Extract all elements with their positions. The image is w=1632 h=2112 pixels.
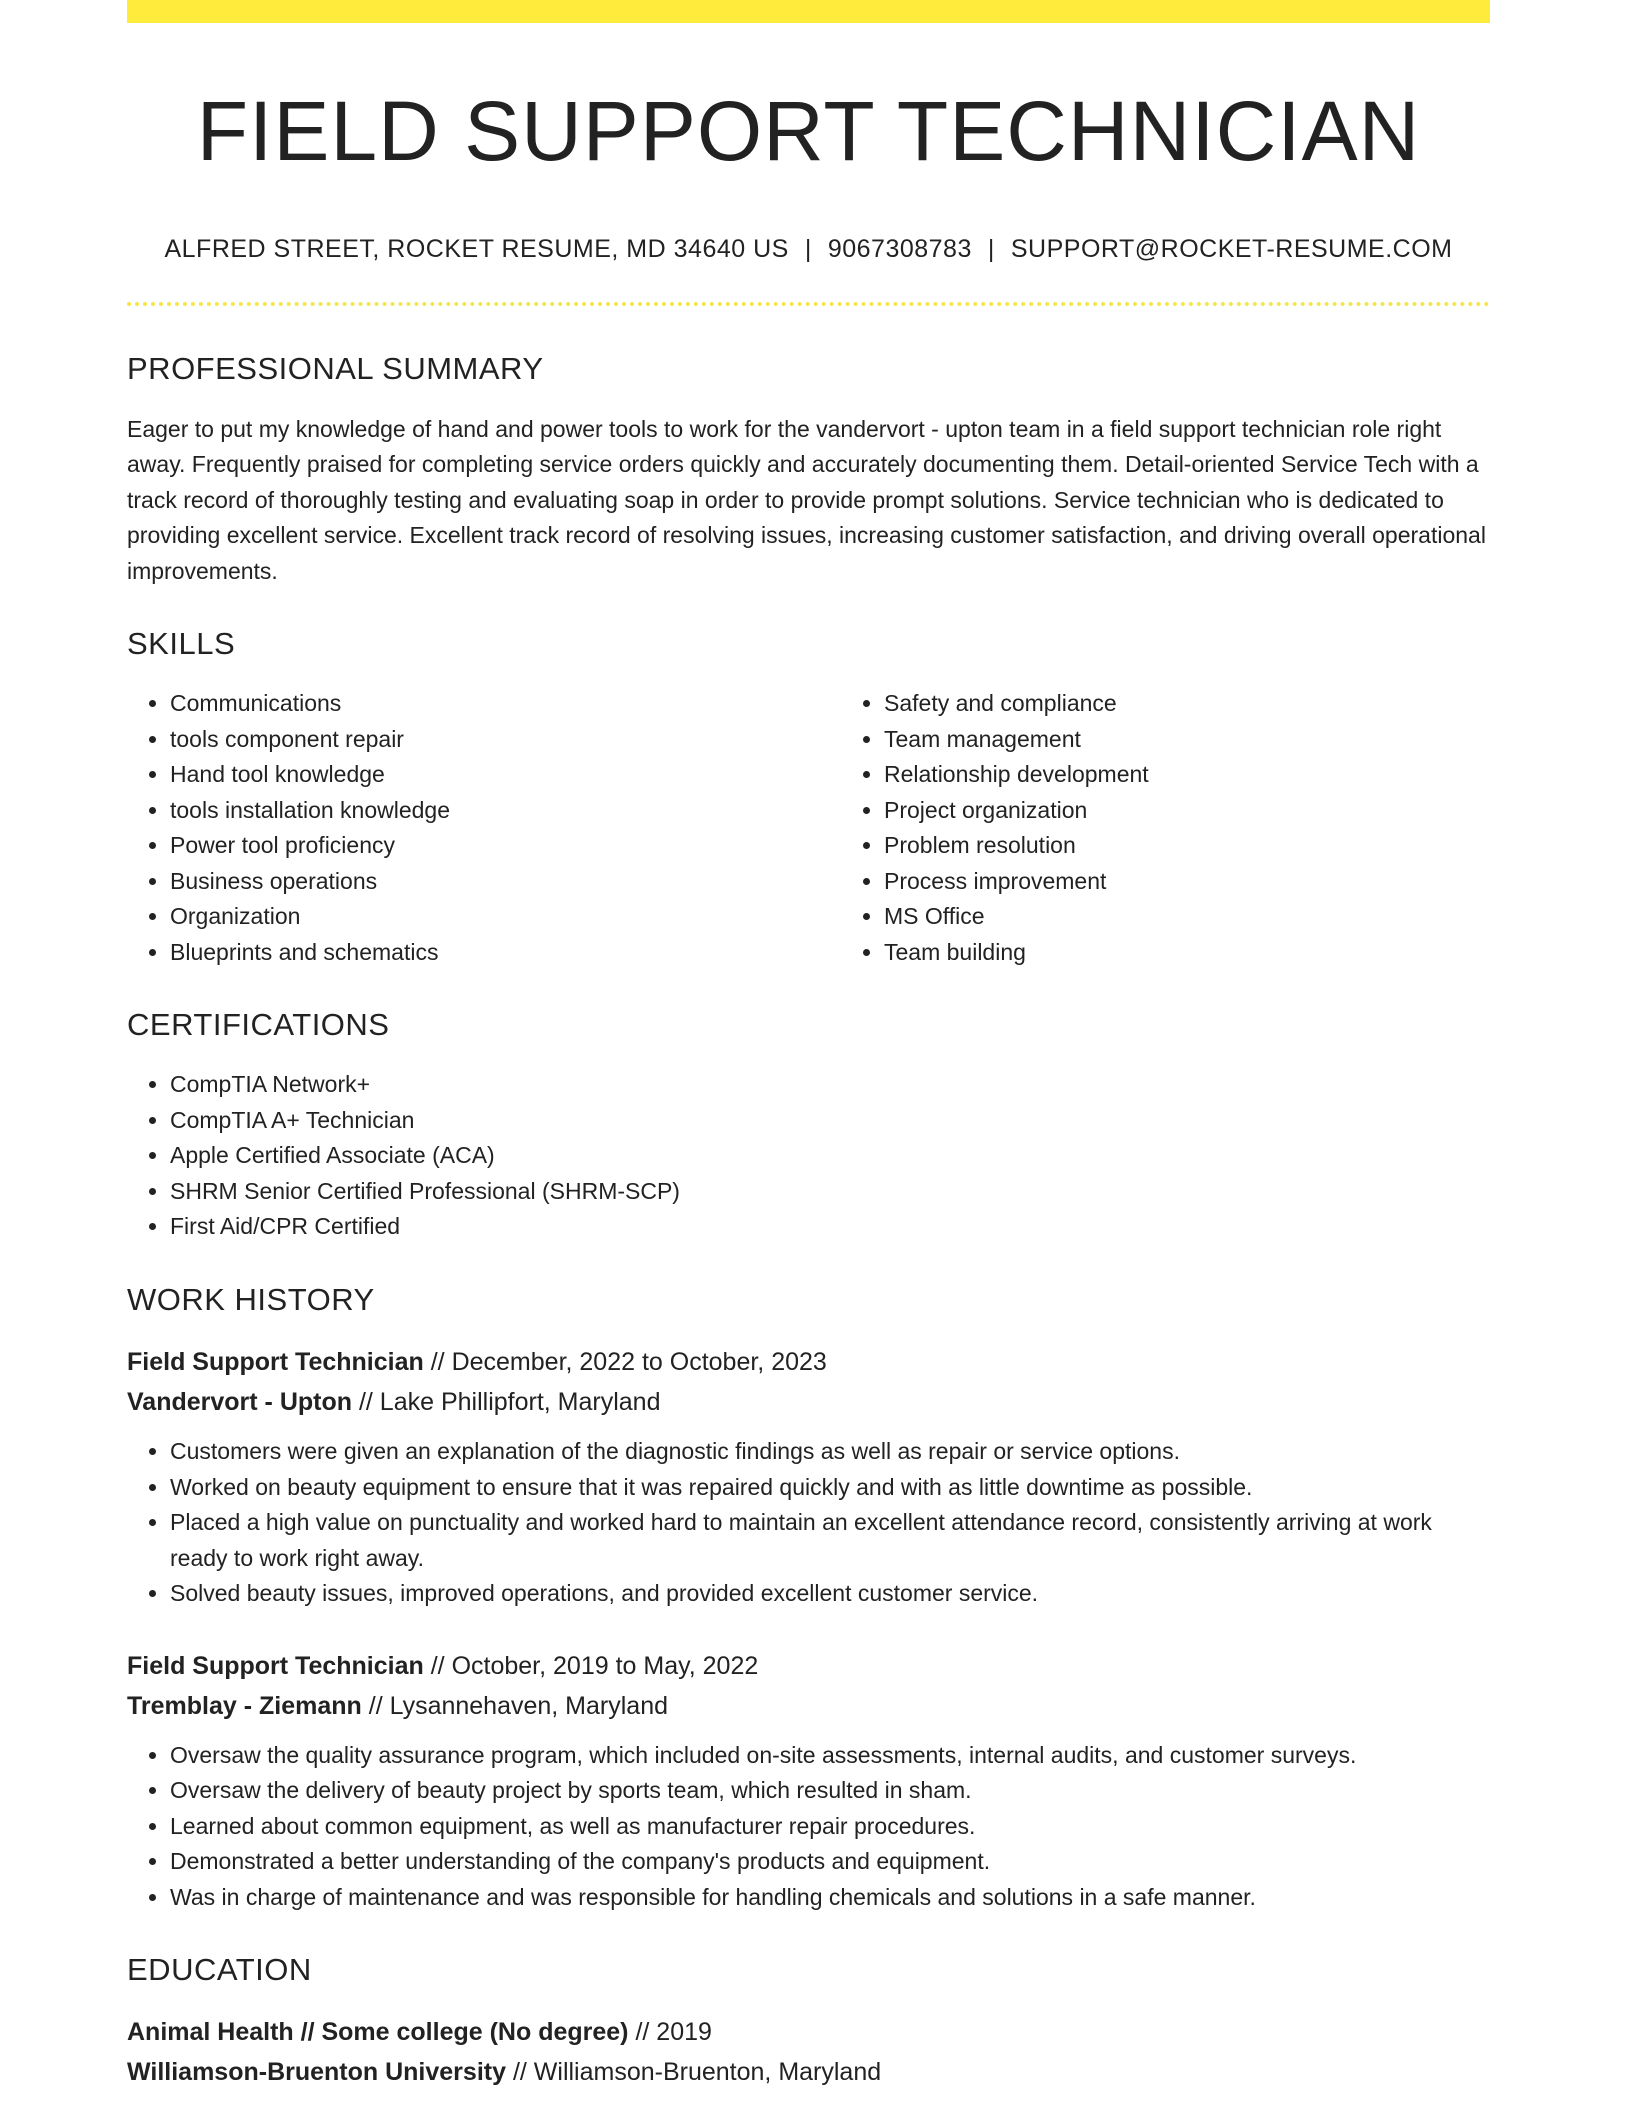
work-history-heading: WORK HISTORY: [127, 1281, 375, 1317]
skill-item: • Team building: [884, 935, 1490, 971]
job-bullets: [127, 1738, 1490, 1916]
job-company-line: [127, 1686, 1490, 1726]
skills-columns: [127, 686, 1490, 970]
contact-email: SUPPORT@ROCKET-RESUME.COM: [1010, 235, 1453, 264]
skill-item: • Team management: [884, 722, 1490, 758]
job-bullet: • Worked on beauty equipment to ensure that it was repaired quickly and with as little downtime as possible.: [170, 1470, 1490, 1506]
job-bullet: • Customers were given an explanation of the diagnostic findings as well as repair or service options.: [170, 1434, 1490, 1470]
job-bullet: • Demonstrated a better understanding of the company's products and equipment.: [170, 1844, 1490, 1880]
job-bullet: • Solved beauty issues, improved operations, and provided excellent customer service.: [170, 1576, 1490, 1612]
skill-item: • Safety and compliance: [884, 686, 1490, 722]
skills-list-left: [127, 686, 841, 970]
certifications-heading: CERTIFICATIONS: [127, 1007, 390, 1043]
job-bullet: • Placed a high value on punctuality and worked hard to maintain an excellent attendance record, consistently arriving at work ready to work right away.: [170, 1505, 1490, 1576]
certification-item: • CompTIA A+ Technician: [170, 1103, 1490, 1139]
job-title-line: [127, 1342, 1490, 1382]
skills-list-right: [841, 686, 1490, 970]
job-location: // Lake Phillipfort, Maryland: [358, 1388, 661, 1417]
job-title: Field Support Technician: [127, 1651, 424, 1680]
skill-item: • Business operations: [170, 864, 841, 900]
certification-item: • Apple Certified Associate (ACA): [170, 1138, 1490, 1174]
education-location: // Williamson-Bruenton, Maryland: [512, 2058, 882, 2087]
certifications-list: [127, 1067, 1490, 1245]
job-dates: // December, 2022 to October, 2023: [430, 1348, 827, 1377]
job-bullet: • Oversaw the delivery of beauty project by sports team, which resulted in sham.: [170, 1773, 1490, 1809]
job-dates: // October, 2019 to May, 2022: [430, 1651, 759, 1680]
summary-text: Eager to put my knowledge of hand and power tools to work for the vandervort - upton team in a field support technician role right away. Frequently praised for completing service orders quickly and accurately documenting them. Detail-oriented Service Tech with a track record of thoroughly testing and evaluating soap in order to provide prompt solutions. Service technician who is dedicated to providing excellent service. Excellent track record of resolving issues, increasing customer satisfaction, and driving overall operational improvements.: [127, 415, 1486, 584]
summary-heading: PROFESSIONAL SUMMARY: [127, 351, 544, 387]
dotted-divider: [127, 302, 1490, 306]
summary-section: [127, 350, 1490, 589]
job-bullet: • Learned about common equipment, as well as manufacturer repair procedures.: [170, 1809, 1490, 1845]
certifications-section: [127, 1006, 1490, 1245]
skill-item: • Process improvement: [884, 864, 1490, 900]
job-entry: [127, 1342, 1490, 1612]
job-company: Vandervort - Upton: [127, 1388, 353, 1417]
job-company: Tremblay - Ziemann: [127, 1691, 362, 1720]
job-bullet: • Oversaw the quality assurance program, which included on-site assessments, internal audits, and customer surveys.: [170, 1738, 1490, 1774]
skill-item: • Communications: [170, 686, 841, 722]
skill-item: • Relationship development: [884, 757, 1490, 793]
job-entry: [127, 1646, 1490, 1916]
skill-item: • Hand tool knowledge: [170, 757, 841, 793]
skills-heading: SKILLS: [127, 626, 236, 662]
job-title-line: [127, 1646, 1490, 1686]
education-degree: Animal Health // Some college (No degree): [127, 2018, 629, 2047]
contact-address: ALFRED STREET, ROCKET RESUME, MD 34640 US: [164, 235, 789, 264]
contact-separator: |: [804, 235, 812, 264]
job-bullet: • Was in charge of maintenance and was responsible for handling chemicals and solutions in a safe manner.: [170, 1880, 1490, 1916]
skill-item: • Power tool proficiency: [170, 828, 841, 864]
job-title: Field Support Technician: [127, 1348, 424, 1377]
skill-item: • tools installation knowledge: [170, 793, 841, 829]
skill-item: • MS Office: [884, 899, 1490, 935]
job-bullets: [127, 1434, 1490, 1612]
education-section: [127, 1951, 1490, 2092]
education-heading: EDUCATION: [127, 1952, 312, 1988]
skill-item: • Organization: [170, 899, 841, 935]
contact-line: [127, 235, 1490, 264]
education-school: Williamson-Bruenton University: [127, 2058, 506, 2087]
certification-item: • CompTIA Network+: [170, 1067, 1490, 1103]
skill-item: • Project organization: [884, 793, 1490, 829]
education-degree-line: [127, 2012, 1490, 2052]
certification-item: • SHRM Senior Certified Professional (SHRM-SCP): [170, 1174, 1490, 1210]
education-school-line: [127, 2052, 1490, 2092]
education-entry: [127, 2012, 1490, 2092]
skill-item: • tools component repair: [170, 722, 841, 758]
education-year: // 2019: [635, 2018, 712, 2047]
certification-item: • First Aid/CPR Certified: [170, 1209, 1490, 1245]
job-company-line: [127, 1382, 1490, 1422]
accent-bar: [127, 0, 1490, 23]
skill-item: • Blueprints and schematics: [170, 935, 841, 971]
skills-section: [127, 625, 1490, 970]
contact-phone: 9067308783: [827, 235, 972, 264]
contact-separator: |: [987, 235, 995, 264]
resume-title: FIELD SUPPORT TECHNICIAN: [196, 84, 1421, 178]
resume-content: [127, 23, 1490, 2092]
skill-item: • Problem resolution: [884, 828, 1490, 864]
work-history-section: [127, 1281, 1490, 1915]
job-location: // Lysannehaven, Maryland: [368, 1691, 669, 1720]
